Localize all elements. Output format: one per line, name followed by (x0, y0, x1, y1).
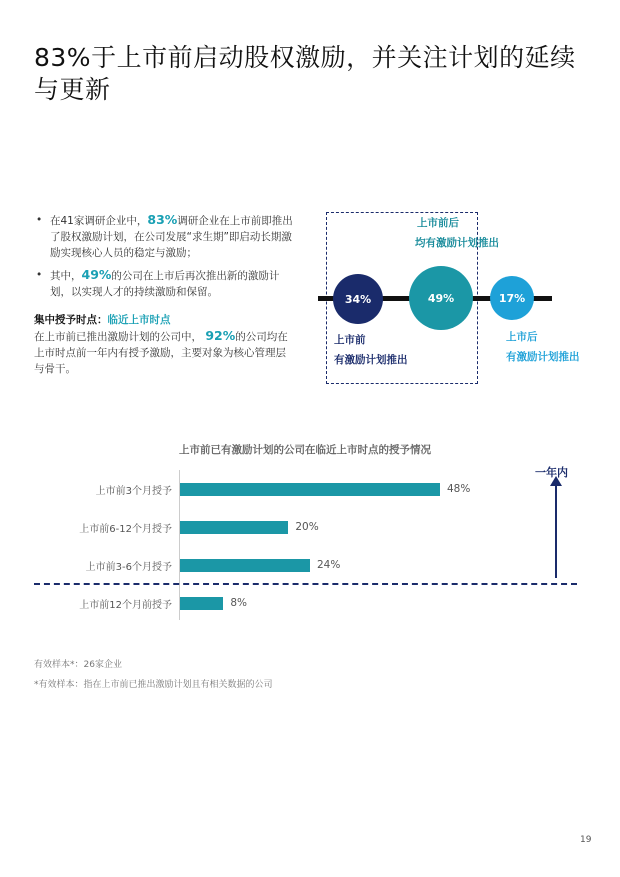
circle-pre-only: 34% (333, 274, 383, 324)
bullet-list (34, 212, 296, 377)
bar-value-label: 48% (447, 483, 471, 495)
highlight-percent: 83% (147, 212, 178, 227)
subheading: 集中授予时点：临近上市时点 (34, 314, 171, 326)
category-label: 上市前3-6个月授予 (85, 562, 172, 573)
title-line-1: 83%于上市前启动股权激励，并关注计划的延续 (34, 43, 576, 72)
bullet-item: • 在41家调研企业中，83%调研企业在上市前即推出了股权激励计划，在公司发展“求生期”即启动长期激励实现核心人员的稳定与激励； (34, 212, 296, 261)
bar (180, 559, 310, 572)
label-post: 上市后 有激励计划推出 (506, 331, 580, 363)
up-arrow-icon (555, 484, 557, 578)
bar (180, 597, 223, 610)
bar (180, 483, 440, 496)
chart-title: 上市前已有激励计划的公司在临近上市时点的授予情况 (179, 444, 431, 456)
label-both: 上市前后 均有激励计划推出 (415, 217, 499, 249)
page-title (34, 42, 594, 106)
category-label: 上市前12个月前授予 (79, 600, 172, 611)
bar-chart (0, 466, 620, 630)
bar (180, 521, 288, 534)
paragraph: 在上市前已推出激励计划的公司中， 92%的公司均在上市时点前一年内有授予激励，主要对象为核心管理层与骨干。 (34, 328, 288, 375)
bar-value-label: 24% (317, 559, 341, 571)
ipo-timing-diagram (318, 210, 608, 390)
one-year-label: 一年内 (535, 466, 568, 479)
label-pre: 上市前 有激励计划推出 (334, 334, 408, 366)
one-year-divider (34, 583, 577, 585)
footnote-sample: 有效样本*：26家企业 (34, 660, 122, 670)
page-number: 19 (580, 835, 592, 845)
bar-value-label: 8% (230, 597, 247, 609)
highlight-percent: 49% (81, 267, 112, 282)
bullet-item: • 其中，49%的公司在上市后再次推出新的激励计划，以实现人才的持续激励和保留。 (34, 267, 296, 300)
footnote-definition: *有效样本：指在上市前已推出激励计划且有相关数据的公司 (34, 680, 273, 690)
bar-value-label: 20% (295, 521, 319, 533)
circle-post-only: 17% (490, 276, 534, 320)
category-label: 上市前3个月授予 (95, 486, 172, 497)
title-line-2: 与更新 (34, 75, 111, 104)
highlight-percent: 92% (205, 328, 236, 343)
circle-both: 49% (409, 266, 473, 330)
category-label: 上市前6-12个月授予 (79, 524, 172, 535)
